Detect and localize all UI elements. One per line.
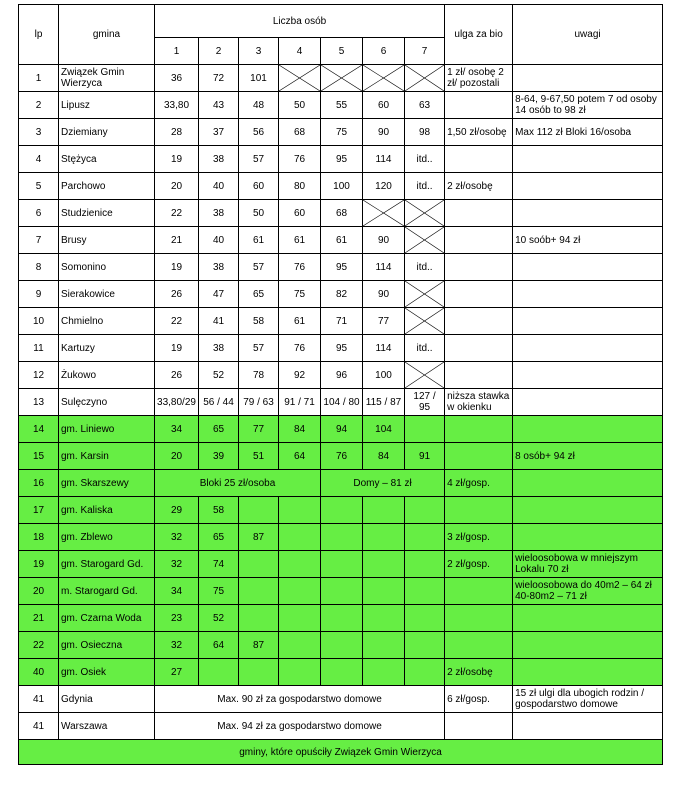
cell-value: 120	[363, 173, 405, 200]
cell-lp: 7	[19, 227, 59, 254]
table-row	[19, 146, 663, 173]
cell-uwagi: 8 osób+ 94 zł	[513, 443, 663, 470]
crossed-cell	[239, 659, 279, 686]
cell-value: 61	[279, 227, 321, 254]
table-row	[19, 578, 663, 605]
cell-ulga	[445, 281, 513, 308]
table-row	[19, 119, 663, 146]
cell-value: 22	[155, 200, 199, 227]
table-row	[19, 443, 663, 470]
crossed-cell	[405, 497, 445, 524]
cell-domy: Domy – 81 zł	[321, 470, 445, 497]
cell-gmina: Lipusz	[59, 92, 155, 119]
cell-value: 68	[321, 200, 363, 227]
crossed-cell	[363, 605, 405, 632]
cell-uwagi	[513, 308, 663, 335]
cell-lp: 15	[19, 443, 59, 470]
crossed-cell	[279, 632, 321, 659]
cell-value: 75	[279, 281, 321, 308]
cell-gmina: gm. Osiek	[59, 659, 155, 686]
cell-ulga	[445, 200, 513, 227]
cell-value: itd..	[405, 335, 445, 362]
cell-gmina: Sulęczyno	[59, 389, 155, 416]
crossed-cell	[405, 659, 445, 686]
cell-uwagi	[513, 281, 663, 308]
cell-value: 19	[155, 335, 199, 362]
cell-value: 65	[199, 416, 239, 443]
cell-uwagi	[513, 632, 663, 659]
cell-value: 58	[239, 308, 279, 335]
cell-value: 82	[321, 281, 363, 308]
cell-gmina: Związek Gmin Wierzyca	[59, 65, 155, 92]
crossed-cell	[321, 605, 363, 632]
cell-uwagi: 10 soób+ 94 zł	[513, 227, 663, 254]
cell-value: 26	[155, 281, 199, 308]
cell-lp: 14	[19, 416, 59, 443]
cell-value: 20	[155, 443, 199, 470]
crossed-cell	[279, 65, 321, 92]
cell-gmina: Gdynia	[59, 686, 155, 713]
crossed-cell	[405, 281, 445, 308]
cell-value: 104 / 80	[321, 389, 363, 416]
crossed-cell	[405, 65, 445, 92]
cell-value: 80	[279, 173, 321, 200]
cell-value: 84	[363, 443, 405, 470]
cell-value: 57	[239, 335, 279, 362]
header-uwagi: uwagi	[513, 5, 663, 65]
crossed-cell	[405, 362, 445, 389]
header-col-2: 2	[199, 38, 239, 65]
cell-lp: 16	[19, 470, 59, 497]
cell-uwagi	[513, 470, 663, 497]
cell-uwagi	[513, 497, 663, 524]
cell-ulga: 6 zł/gosp.	[445, 686, 513, 713]
cell-uwagi	[513, 65, 663, 92]
cell-value: 74	[199, 551, 239, 578]
cell-ulga	[445, 254, 513, 281]
cell-gmina: Chmielno	[59, 308, 155, 335]
cell-bloki: Bloki 25 zł/osoba	[155, 470, 321, 497]
cell-lp: 20	[19, 578, 59, 605]
cell-value: 76	[321, 443, 363, 470]
cell-ulga: 2 zł/osobę	[445, 659, 513, 686]
cell-value: 43	[199, 92, 239, 119]
cell-value: 61	[239, 227, 279, 254]
cell-uwagi	[513, 713, 663, 740]
cell-value: 33,80/29	[155, 389, 199, 416]
crossed-cell	[405, 227, 445, 254]
header-liczba-osob: Liczba osób	[155, 5, 445, 38]
table-row	[19, 524, 663, 551]
crossed-cell	[321, 632, 363, 659]
cell-value: 23	[155, 605, 199, 632]
table-row	[19, 389, 663, 416]
cell-lp: 21	[19, 605, 59, 632]
cell-value: 64	[199, 632, 239, 659]
header-ulga: ulga za bio	[445, 5, 513, 65]
cell-ulga	[445, 146, 513, 173]
footer-note: gminy, które opuściły Związek Gmin Wierzyca	[19, 740, 663, 765]
cell-value: 34	[155, 578, 199, 605]
cell-value: 38	[199, 200, 239, 227]
cell-gmina: gm. Liniewo	[59, 416, 155, 443]
crossed-cell	[321, 524, 363, 551]
cell-gmina: m. Starogard Gd.	[59, 578, 155, 605]
cell-gmina: gm. Osieczna	[59, 632, 155, 659]
header-gmina: gmina	[59, 5, 155, 65]
cell-uwagi: 8-64, 9-67,50 potem 7 od osoby 14 osób to 98 zł	[513, 92, 663, 119]
table-row	[19, 173, 663, 200]
cell-value: 68	[279, 119, 321, 146]
crossed-cell	[239, 605, 279, 632]
cell-value: 92	[279, 362, 321, 389]
cell-value: 71	[321, 308, 363, 335]
cell-value: 60	[363, 92, 405, 119]
cell-lp: 40	[19, 659, 59, 686]
table-row	[19, 659, 663, 686]
cell-value: 60	[279, 200, 321, 227]
crossed-cell	[279, 524, 321, 551]
cell-value: 76	[279, 335, 321, 362]
cell-gmina: Żukowo	[59, 362, 155, 389]
table-row	[19, 65, 663, 92]
cell-value: 114	[363, 335, 405, 362]
cell-gmina: Stężyca	[59, 146, 155, 173]
cell-value: 27	[155, 659, 199, 686]
cell-value: 95	[321, 254, 363, 281]
cell-value: 61	[321, 227, 363, 254]
cell-gmina: gm. Zblewo	[59, 524, 155, 551]
cell-value: 90	[363, 119, 405, 146]
cell-gmina: Brusy	[59, 227, 155, 254]
crossed-cell	[321, 578, 363, 605]
cell-value: 87	[239, 524, 279, 551]
cell-value: 75	[321, 119, 363, 146]
cell-uwagi	[513, 416, 663, 443]
table-row	[19, 713, 663, 740]
cell-value: 77	[363, 308, 405, 335]
cell-ulga	[445, 227, 513, 254]
crossed-cell	[405, 605, 445, 632]
crossed-cell	[405, 200, 445, 227]
cell-value: 52	[199, 605, 239, 632]
cell-ulga: 3 zł/gosp.	[445, 524, 513, 551]
cell-ulga: 4 zł/gosp.	[445, 470, 513, 497]
cell-value: 77	[239, 416, 279, 443]
cell-lp: 11	[19, 335, 59, 362]
cell-value: 32	[155, 551, 199, 578]
cell-ulga	[445, 578, 513, 605]
cell-value: 58	[199, 497, 239, 524]
cell-value: 39	[199, 443, 239, 470]
cell-max-fee: Max. 90 zł za gospodarstwo domowe	[155, 686, 445, 713]
cell-lp: 2	[19, 92, 59, 119]
cell-ulga	[445, 308, 513, 335]
cell-lp: 41	[19, 686, 59, 713]
crossed-cell	[321, 551, 363, 578]
cell-ulga	[445, 497, 513, 524]
cell-ulga	[445, 335, 513, 362]
cell-value: 48	[239, 92, 279, 119]
crossed-cell	[239, 578, 279, 605]
cell-value: 51	[239, 443, 279, 470]
cell-value: 98	[405, 119, 445, 146]
cell-value: 115 / 87	[363, 389, 405, 416]
cell-value: itd..	[405, 146, 445, 173]
crossed-cell	[321, 65, 363, 92]
cell-lp: 18	[19, 524, 59, 551]
cell-value: 50	[239, 200, 279, 227]
cell-uwagi	[513, 254, 663, 281]
table-row	[19, 632, 663, 659]
crossed-cell	[405, 551, 445, 578]
cell-value: 91	[405, 443, 445, 470]
cell-value: 60	[239, 173, 279, 200]
crossed-cell	[363, 632, 405, 659]
cell-value: 32	[155, 524, 199, 551]
cell-lp: 13	[19, 389, 59, 416]
cell-value: 90	[363, 227, 405, 254]
cell-value: 114	[363, 146, 405, 173]
header-col-6: 6	[363, 38, 405, 65]
cell-value: 91 / 71	[279, 389, 321, 416]
table-row	[19, 281, 663, 308]
cell-ulga: 1 zł/ osobę 2 zł/ pozostali	[445, 65, 513, 92]
crossed-cell	[279, 578, 321, 605]
cell-value: 100	[321, 173, 363, 200]
header-col-7: 7	[405, 38, 445, 65]
cell-gmina: Studzienice	[59, 200, 155, 227]
cell-lp: 6	[19, 200, 59, 227]
table-row	[19, 92, 663, 119]
cell-ulga	[445, 443, 513, 470]
cell-value: 37	[199, 119, 239, 146]
crossed-cell	[405, 416, 445, 443]
cell-value: 95	[321, 335, 363, 362]
cell-value: 87	[239, 632, 279, 659]
cell-uwagi	[513, 524, 663, 551]
cell-value: 90	[363, 281, 405, 308]
cell-ulga: 2 zł/osobę	[445, 173, 513, 200]
cell-ulga	[445, 605, 513, 632]
cell-value: 65	[199, 524, 239, 551]
cell-lp: 9	[19, 281, 59, 308]
cell-lp: 22	[19, 632, 59, 659]
header-col-5: 5	[321, 38, 363, 65]
cell-gmina: Kartuzy	[59, 335, 155, 362]
cell-uwagi: wieloosobowa do 40m2 – 64 zł 40-80m2 – 71 zł	[513, 578, 663, 605]
cell-max-fee: Max. 94 zł za gospodarstwo domowe	[155, 713, 445, 740]
cell-value: 34	[155, 416, 199, 443]
cell-value: 78	[239, 362, 279, 389]
cell-value: 57	[239, 254, 279, 281]
cell-gmina: Somonino	[59, 254, 155, 281]
cell-value: 19	[155, 254, 199, 281]
table-row	[19, 308, 663, 335]
table-row	[19, 605, 663, 632]
cell-value: 95	[321, 146, 363, 173]
cell-value: 40	[199, 173, 239, 200]
cell-value: 56	[239, 119, 279, 146]
cell-lp: 19	[19, 551, 59, 578]
table-row	[19, 227, 663, 254]
cell-uwagi: wieloosobowa w mniejszym Lokalu 70 zł	[513, 551, 663, 578]
cell-gmina: gm. Kaliska	[59, 497, 155, 524]
cell-uwagi	[513, 200, 663, 227]
cell-ulga	[445, 713, 513, 740]
crossed-cell	[199, 659, 239, 686]
crossed-cell	[363, 65, 405, 92]
cell-value: 63	[405, 92, 445, 119]
cell-ulga: 1,50 zł/osobę	[445, 119, 513, 146]
cell-value: 52	[199, 362, 239, 389]
cell-uwagi: Max 112 zł Bloki 16/osoba	[513, 119, 663, 146]
crossed-cell	[363, 578, 405, 605]
cell-value: 76	[279, 254, 321, 281]
cell-value: 21	[155, 227, 199, 254]
cell-value: 127 / 95	[405, 389, 445, 416]
cell-value: 75	[199, 578, 239, 605]
crossed-cell	[405, 524, 445, 551]
crossed-cell	[363, 551, 405, 578]
cell-lp: 5	[19, 173, 59, 200]
header-col-1: 1	[155, 38, 199, 65]
cell-lp: 12	[19, 362, 59, 389]
crossed-cell	[363, 200, 405, 227]
cell-uwagi	[513, 173, 663, 200]
cell-value: 50	[279, 92, 321, 119]
crossed-cell	[321, 497, 363, 524]
crossed-cell	[279, 497, 321, 524]
cell-uwagi: 15 zł ulgi dla ubogich rodzin / gospodarstwo domowe	[513, 686, 663, 713]
table-row	[19, 254, 663, 281]
cell-uwagi	[513, 362, 663, 389]
cell-value: 76	[279, 146, 321, 173]
cell-value: 41	[199, 308, 239, 335]
crossed-cell	[405, 578, 445, 605]
crossed-cell	[321, 659, 363, 686]
cell-value: 94	[321, 416, 363, 443]
cell-uwagi	[513, 659, 663, 686]
cell-uwagi	[513, 335, 663, 362]
cell-gmina: gm. Starogard Gd.	[59, 551, 155, 578]
cell-value: 84	[279, 416, 321, 443]
crossed-cell	[239, 497, 279, 524]
crossed-cell	[239, 551, 279, 578]
table-row	[19, 497, 663, 524]
crossed-cell	[363, 497, 405, 524]
cell-uwagi	[513, 605, 663, 632]
cell-value: 47	[199, 281, 239, 308]
table-row	[19, 335, 663, 362]
cell-value: 22	[155, 308, 199, 335]
cell-gmina: Parchowo	[59, 173, 155, 200]
cell-ulga: niższa stawka w okienku	[445, 389, 513, 416]
cell-gmina: Dziemiany	[59, 119, 155, 146]
cell-value: 19	[155, 146, 199, 173]
cell-value: 33,80	[155, 92, 199, 119]
table-row	[19, 200, 663, 227]
cell-value: itd..	[405, 254, 445, 281]
table-row	[19, 362, 663, 389]
table-row	[19, 470, 663, 497]
crossed-cell	[279, 659, 321, 686]
cell-lp: 17	[19, 497, 59, 524]
cell-value: 26	[155, 362, 199, 389]
crossed-cell	[405, 308, 445, 335]
cell-ulga: 2 zł/gosp.	[445, 551, 513, 578]
crossed-cell	[363, 524, 405, 551]
cell-value: itd..	[405, 173, 445, 200]
cell-value: 61	[279, 308, 321, 335]
table-row	[19, 686, 663, 713]
cell-gmina: gm. Karsin	[59, 443, 155, 470]
cell-lp: 1	[19, 65, 59, 92]
crossed-cell	[405, 632, 445, 659]
cell-gmina: gm. Skarszewy	[59, 470, 155, 497]
cell-lp: 4	[19, 146, 59, 173]
cell-value: 40	[199, 227, 239, 254]
crossed-cell	[279, 605, 321, 632]
cell-lp: 41	[19, 713, 59, 740]
cell-value: 56 / 44	[199, 389, 239, 416]
cell-value: 55	[321, 92, 363, 119]
crossed-cell	[279, 551, 321, 578]
crossed-cell	[363, 659, 405, 686]
cell-lp: 8	[19, 254, 59, 281]
cell-value: 38	[199, 335, 239, 362]
cell-value: 20	[155, 173, 199, 200]
cell-value: 28	[155, 119, 199, 146]
cell-ulga	[445, 92, 513, 119]
cell-value: 72	[199, 65, 239, 92]
cell-value: 29	[155, 497, 199, 524]
cell-value: 100	[363, 362, 405, 389]
cell-value: 32	[155, 632, 199, 659]
cell-uwagi	[513, 389, 663, 416]
cell-value: 38	[199, 254, 239, 281]
cell-ulga	[445, 416, 513, 443]
table-row	[19, 551, 663, 578]
cell-ulga	[445, 632, 513, 659]
cell-value: 114	[363, 254, 405, 281]
cell-value: 101	[239, 65, 279, 92]
cell-value: 65	[239, 281, 279, 308]
header-col-3: 3	[239, 38, 279, 65]
header-lp: lp	[19, 5, 59, 65]
cell-uwagi	[513, 146, 663, 173]
cell-lp: 10	[19, 308, 59, 335]
cell-lp: 3	[19, 119, 59, 146]
cell-gmina: Warszawa	[59, 713, 155, 740]
cell-value: 36	[155, 65, 199, 92]
cell-value: 96	[321, 362, 363, 389]
table-row	[19, 416, 663, 443]
cell-ulga	[445, 362, 513, 389]
cell-value: 64	[279, 443, 321, 470]
cell-value: 57	[239, 146, 279, 173]
cell-value: 38	[199, 146, 239, 173]
fee-table	[18, 4, 663, 765]
cell-gmina: gm. Czarna Woda	[59, 605, 155, 632]
cell-value: 104	[363, 416, 405, 443]
cell-value: 79 / 63	[239, 389, 279, 416]
cell-gmina: Sierakowice	[59, 281, 155, 308]
header-col-4: 4	[279, 38, 321, 65]
